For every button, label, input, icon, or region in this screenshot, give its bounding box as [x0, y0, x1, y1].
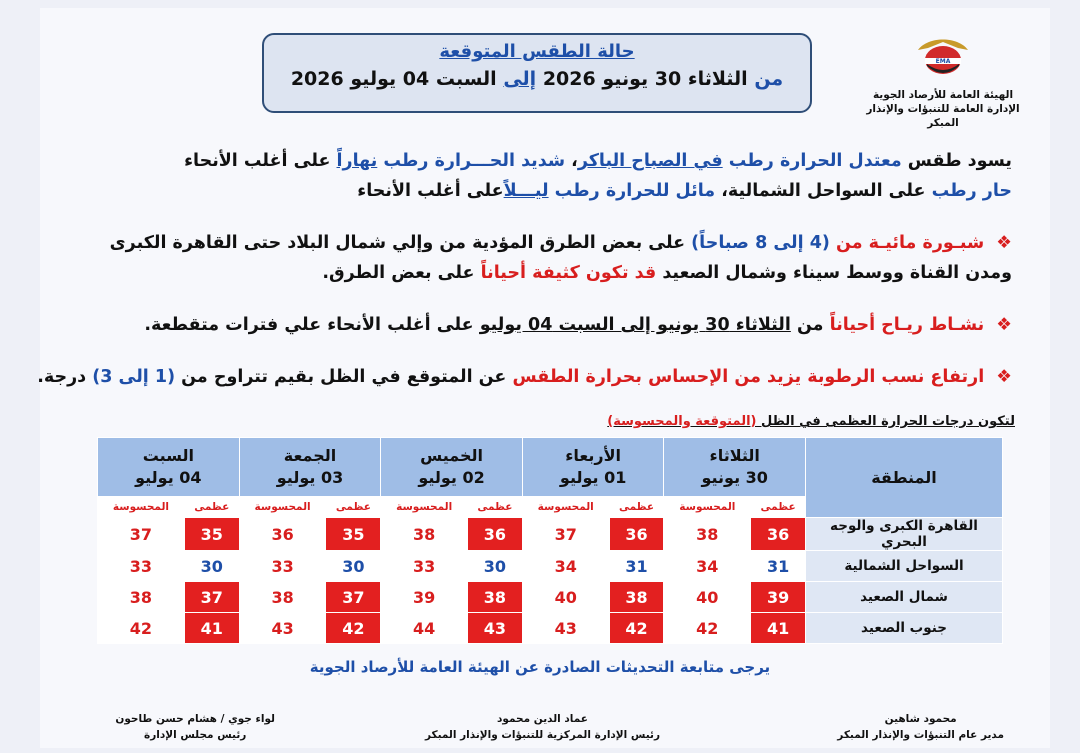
- felt-temp-cell: 43: [239, 613, 326, 644]
- bullet-text: عن المتوقع في الظل بقيم تتراوح من: [181, 367, 507, 387]
- region-cell: السواحل الشمالية: [806, 551, 1003, 582]
- felt-temp-subheader: المحسوسة: [664, 497, 751, 518]
- bullet-text: على بعض الطرق.: [322, 263, 475, 283]
- diamond-bullet-icon: ❖: [996, 233, 1012, 253]
- bullet-text: ارتفاع نسب الرطوبة يزيد من الإحساس بحرارة الطقس: [512, 367, 985, 387]
- svg-text:EMA: EMA: [935, 58, 951, 65]
- summary-text: ليـــلاً: [503, 181, 549, 201]
- max-temp-subheader: عظمى: [326, 497, 381, 518]
- felt-temp-cell: 37: [98, 518, 185, 551]
- summary-text: معتدل الحرارة رطب: [728, 151, 902, 171]
- max-temp-cell: 35: [184, 518, 239, 551]
- felt-temp-cell: 37: [522, 518, 609, 551]
- ema-logo: [914, 28, 972, 86]
- bullet-text: (4 إلى 8 صباحاً): [691, 233, 830, 253]
- summary-line-2: [357, 176, 1012, 206]
- org-name: الهيئة العامة للأرصاد الجوية: [872, 89, 1014, 101]
- felt-temp-cell: 36: [239, 518, 326, 551]
- eagle-emblem-icon: [914, 28, 972, 86]
- bullet-text: الثلاثاء 30 يونيو إلى السبت 04 يوليو: [479, 315, 791, 335]
- table-row: [98, 582, 1003, 613]
- bullet-text: على أغلب الأنحاء علي فترات متقطعة.: [144, 315, 474, 335]
- max-temp-cell: 36: [468, 518, 523, 551]
- felt-temp-subheader: المحسوسة: [98, 497, 185, 518]
- summary-text: على أغلب الأنحاء: [357, 181, 504, 201]
- region-header: المنطقة: [806, 438, 1003, 518]
- bullet-fog-line-1: [110, 228, 1012, 258]
- felt-temp-cell: 44: [381, 613, 468, 644]
- felt-temp-cell: 38: [381, 518, 468, 551]
- diamond-bullet-icon: ❖: [996, 315, 1012, 335]
- day-header: الثلاثاء 30 يونيو: [664, 438, 806, 497]
- footer-note: يرجى متابعة التحديثات الصادرة عن الهيئة العامة للأرصاد الجوية: [309, 658, 771, 676]
- table-caption: [607, 414, 1015, 429]
- bullet-text: (1 إلى 3): [92, 367, 176, 387]
- org-department: الإدارة العامة للتنبؤات والإنذار المبكر: [866, 103, 1020, 129]
- region-cell: جنوب الصعيد: [806, 613, 1003, 644]
- summary-text: مائل للحرارة رطب: [554, 181, 716, 201]
- max-temp-cell: 30: [184, 551, 239, 582]
- signature-block-1: [837, 711, 1004, 743]
- max-temp-cell: 31: [751, 551, 806, 582]
- bullet-fog-line-2: [322, 258, 1012, 288]
- max-temp-cell: 39: [751, 582, 806, 613]
- day-header: الأربعاء 01 يوليو: [522, 438, 664, 497]
- felt-temp-cell: 38: [664, 518, 751, 551]
- signature-title: رئيس مجلس الإدارة: [144, 729, 247, 741]
- felt-temp-cell: 34: [664, 551, 751, 582]
- max-temp-cell: 41: [184, 613, 239, 644]
- table-row: [98, 613, 1003, 644]
- max-temp-cell: 38: [609, 582, 664, 613]
- bullet-wind: [144, 310, 1012, 340]
- felt-temp-subheader: المحسوسة: [239, 497, 326, 518]
- felt-temp-cell: 33: [239, 551, 326, 582]
- signature-title: مدير عام التنبؤات والإنذار المبكر: [837, 729, 1004, 741]
- table-row: [98, 551, 1003, 582]
- region-cell: القاهرة الكبرى والوجه البحري: [806, 518, 1003, 551]
- signature-block-2: [425, 711, 660, 743]
- summary-text: حار رطب: [931, 181, 1012, 201]
- max-temp-cell: 38: [468, 582, 523, 613]
- bullet-humidity: [37, 362, 1012, 392]
- diamond-bullet-icon: ❖: [996, 367, 1012, 387]
- day-header: الجمعة 03 يوليو: [239, 438, 381, 497]
- max-temp-cell: 36: [751, 518, 806, 551]
- signature-block-3: [115, 711, 275, 743]
- temperature-table: [97, 437, 1003, 644]
- summary-text: نهاراً: [336, 151, 378, 171]
- date-from-label: من: [754, 68, 784, 90]
- felt-temp-cell: 33: [381, 551, 468, 582]
- felt-temp-cell: 33: [98, 551, 185, 582]
- summary-line-1: [184, 146, 1012, 176]
- summary-text: ،: [571, 151, 578, 171]
- felt-temp-subheader: المحسوسة: [381, 497, 468, 518]
- felt-temp-cell: 40: [522, 582, 609, 613]
- day-header: الخميس 02 يوليو: [381, 438, 523, 497]
- max-temp-subheader: عظمى: [184, 497, 239, 518]
- region-cell: شمال الصعيد: [806, 582, 1003, 613]
- felt-temp-cell: 38: [98, 582, 185, 613]
- max-temp-cell: 30: [468, 551, 523, 582]
- caption-text: لتكون درجات الحرارة العظمى في الظل: [761, 414, 1015, 429]
- max-temp-subheader: عظمى: [609, 497, 664, 518]
- org-header: [858, 28, 1028, 130]
- max-temp-cell: 42: [326, 613, 381, 644]
- summary-text: على السواحل الشمالية،: [721, 181, 926, 201]
- max-temp-subheader: عظمى: [468, 497, 523, 518]
- bullet-text: ومدن القناة ووسط سيناء وشمال الصعيد: [662, 263, 1012, 283]
- bullet-text: من: [796, 315, 824, 335]
- felt-temp-cell: 34: [522, 551, 609, 582]
- max-temp-cell: 30: [326, 551, 381, 582]
- date-to-label: إلى: [503, 68, 537, 90]
- signature-title: رئيس الإدارة المركزية للتنبؤات والإنذار المبكر: [424, 729, 660, 741]
- felt-temp-cell: 38: [239, 582, 326, 613]
- bullet-text: درجة.: [37, 367, 87, 387]
- felt-temp-cell: 42: [98, 613, 185, 644]
- signature-name: محمود شاهين: [884, 713, 957, 725]
- max-temp-cell: 35: [326, 518, 381, 551]
- felt-temp-cell: 40: [664, 582, 751, 613]
- max-temp-cell: 31: [609, 551, 664, 582]
- signature-name: لواء جوي / هشام حسن طاحون: [115, 713, 275, 725]
- felt-temp-subheader: المحسوسة: [522, 497, 609, 518]
- summary-text: على أغلب الأنحاء: [184, 151, 331, 171]
- felt-temp-cell: 39: [381, 582, 468, 613]
- bullet-text: شبـورة مائيـة من: [836, 233, 985, 253]
- caption-text: (المتوقعة والمحسوسة): [607, 414, 757, 429]
- max-temp-subheader: عظمى: [751, 497, 806, 518]
- day-header: السبت 04 يوليو: [98, 438, 240, 497]
- summary-text: شديد الحـــرارة رطب: [383, 151, 566, 171]
- bullet-text: على بعض الطرق المؤدية من وإلي شمال البلاد حتى القاهرة الكبرى: [109, 233, 686, 253]
- max-temp-cell: 37: [326, 582, 381, 613]
- summary-text: في الصباح الباكر: [577, 151, 723, 171]
- forecast-date-range: [264, 68, 810, 90]
- bullet-text: نشـاط ريـاح أحياناً: [829, 315, 985, 335]
- title-box: [262, 33, 812, 113]
- max-temp-cell: 41: [751, 613, 806, 644]
- summary-text: يسود طقس: [907, 151, 1012, 171]
- max-temp-cell: 36: [609, 518, 664, 551]
- bullet-text: قد تكون كثيفة أحياناً: [480, 263, 657, 283]
- table-row: [98, 518, 1003, 551]
- max-temp-cell: 43: [468, 613, 523, 644]
- max-temp-cell: 37: [184, 582, 239, 613]
- page-title: حالة الطقس المتوقعة: [439, 41, 635, 62]
- signature-name: عماد الدين محمود: [497, 713, 588, 725]
- max-temp-cell: 42: [609, 613, 664, 644]
- felt-temp-cell: 43: [522, 613, 609, 644]
- date-from: الثلاثاء 30 يونيو 2026: [542, 68, 748, 90]
- felt-temp-cell: 42: [664, 613, 751, 644]
- date-to: السبت 04 يوليو 2026: [290, 68, 497, 90]
